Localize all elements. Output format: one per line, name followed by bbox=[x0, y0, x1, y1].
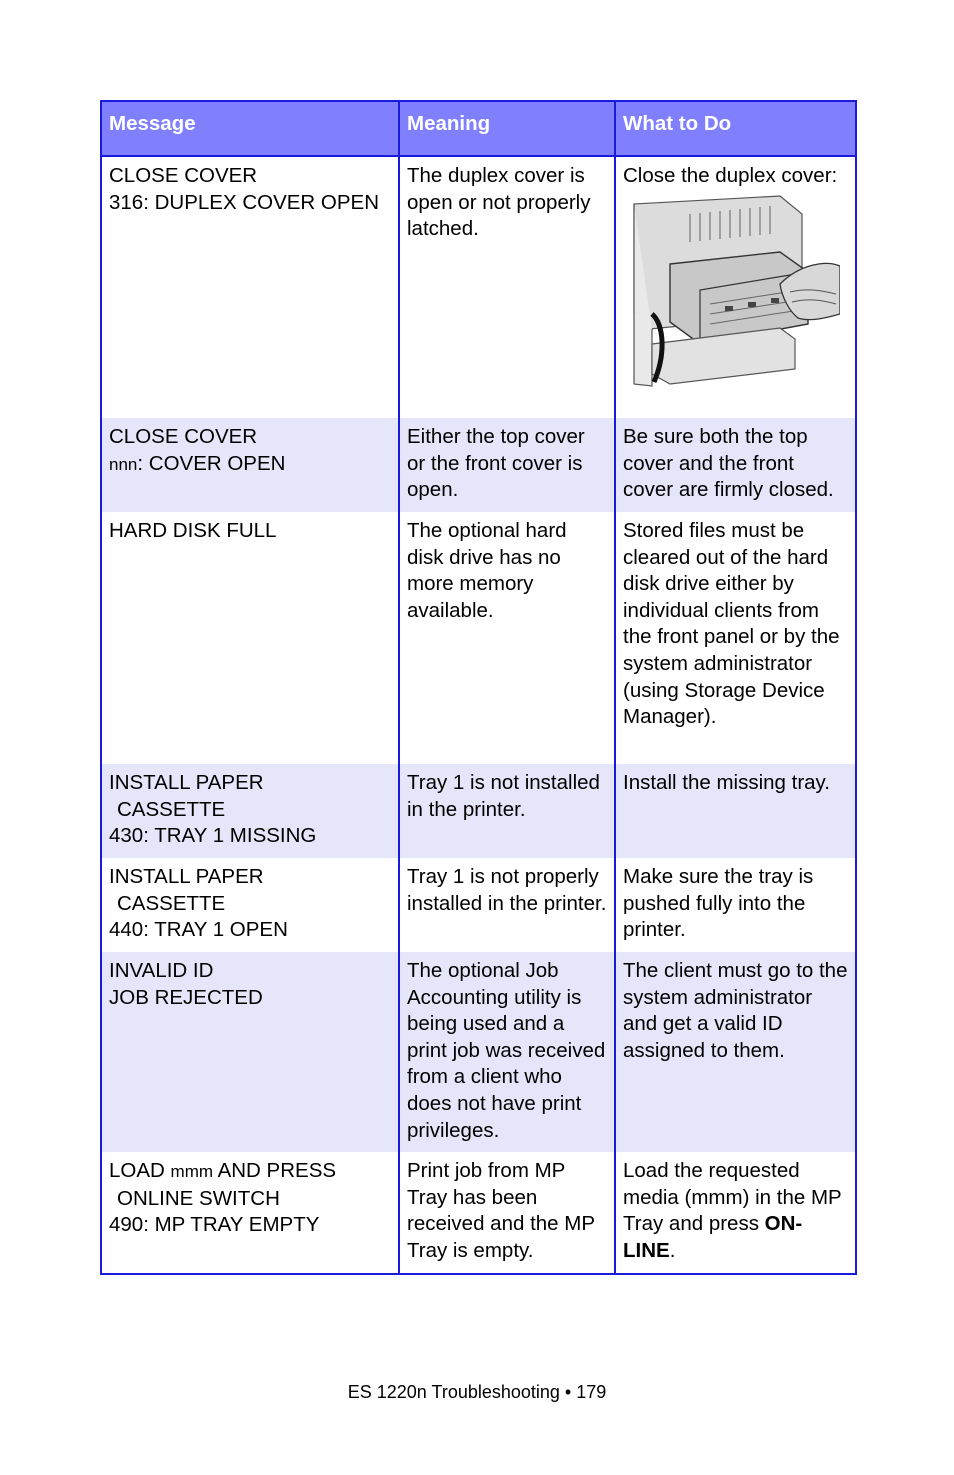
message-variable: mmm bbox=[170, 1162, 214, 1181]
message-variable: nnn bbox=[109, 454, 138, 474]
online-key-label: ON-LINE bbox=[623, 1212, 803, 1262]
action-end: . bbox=[669, 1238, 676, 1262]
meaning-cell: Print job from MP Tray has been received and the MP Tray is empty. bbox=[399, 1152, 615, 1274]
message-cell bbox=[101, 1152, 399, 1274]
message-text: : COVER OPEN bbox=[137, 451, 286, 475]
meaning-cell: Either the top cover or the front cover is open. bbox=[399, 418, 615, 512]
message-line: CLOSE COVER bbox=[109, 164, 258, 187]
message-cell bbox=[101, 156, 399, 418]
meaning-cell: Tray 1 is not properly installed in the printer. bbox=[399, 858, 615, 952]
table-row bbox=[101, 952, 856, 1152]
message-cell bbox=[101, 512, 399, 764]
meaning-cell: Tray 1 is not installed in the printer. bbox=[399, 764, 615, 858]
meaning-cell: The duplex cover is open or not properly latched. bbox=[399, 156, 615, 418]
action-cell bbox=[615, 156, 856, 418]
message-line bbox=[109, 1158, 392, 1186]
message-line: ONLINE SWITCH bbox=[117, 1186, 280, 1210]
action-text: Load the requested media (mmm) in the MP Tray and press bbox=[623, 1159, 842, 1236]
action-cell bbox=[615, 1152, 856, 1274]
meaning-cell: The optional Job Accounting utility is being used and a print job was received from a client who does not have print privileges. bbox=[399, 952, 615, 1152]
meaning-cell: The optional hard disk drive has no more memory available. bbox=[399, 512, 615, 764]
table-row bbox=[101, 858, 856, 952]
table-row bbox=[101, 1152, 856, 1274]
header-message: Message bbox=[101, 101, 399, 156]
message-line: INVALID ID bbox=[109, 959, 214, 982]
message-line: CASSETTE bbox=[117, 797, 226, 821]
message-line: 430: TRAY 1 MISSING bbox=[109, 824, 317, 848]
message-line: 490: MP TRAY EMPTY bbox=[109, 1213, 320, 1237]
page-footer: ES 1220n Troubleshooting • 179 bbox=[347, 1382, 607, 1402]
action-cell: Stored files must be cleared out of the hard disk drive either by individual clients from the front panel or by the system administrator (using Storage Device Manager). bbox=[623, 519, 840, 729]
action-cell: Be sure both the top cover and the front cover are firmly closed. bbox=[615, 418, 856, 512]
action-text: Close the duplex cover: bbox=[623, 164, 838, 187]
action-cell: Install the missing tray. bbox=[615, 764, 856, 858]
message-cell bbox=[101, 858, 399, 952]
message-line: INSTALL PAPER bbox=[109, 865, 264, 888]
message-cell bbox=[101, 418, 399, 512]
header-what-to-do: What to Do bbox=[615, 101, 856, 156]
message-text: AND PRESS bbox=[213, 1159, 337, 1182]
message-line bbox=[109, 451, 392, 479]
message-line: 440: TRAY 1 OPEN bbox=[109, 918, 288, 942]
table-row bbox=[101, 512, 856, 764]
message-line: INSTALL PAPER bbox=[109, 771, 264, 794]
duplex-cover-illustration bbox=[630, 194, 840, 388]
table-row bbox=[101, 418, 856, 512]
table-row bbox=[101, 156, 856, 418]
message-line: CASSETTE bbox=[117, 891, 226, 915]
error-message-table bbox=[100, 100, 857, 1275]
table-header-row bbox=[101, 101, 856, 156]
table-row bbox=[101, 764, 856, 858]
message-cell bbox=[101, 764, 399, 858]
message-text: LOAD bbox=[109, 1159, 171, 1182]
message-line: JOB REJECTED bbox=[109, 985, 263, 1009]
message-line: HARD DISK FULL bbox=[109, 519, 277, 542]
message-line: 316: DUPLEX COVER OPEN bbox=[109, 190, 380, 214]
message-line: CLOSE COVER bbox=[109, 425, 258, 448]
header-meaning: Meaning bbox=[399, 101, 615, 156]
action-cell: Make sure the tray is pushed fully into the printer. bbox=[623, 865, 814, 942]
action-cell: The client must go to the system administrator and get a valid ID assigned to them. bbox=[615, 952, 856, 1152]
message-cell bbox=[101, 952, 399, 1152]
